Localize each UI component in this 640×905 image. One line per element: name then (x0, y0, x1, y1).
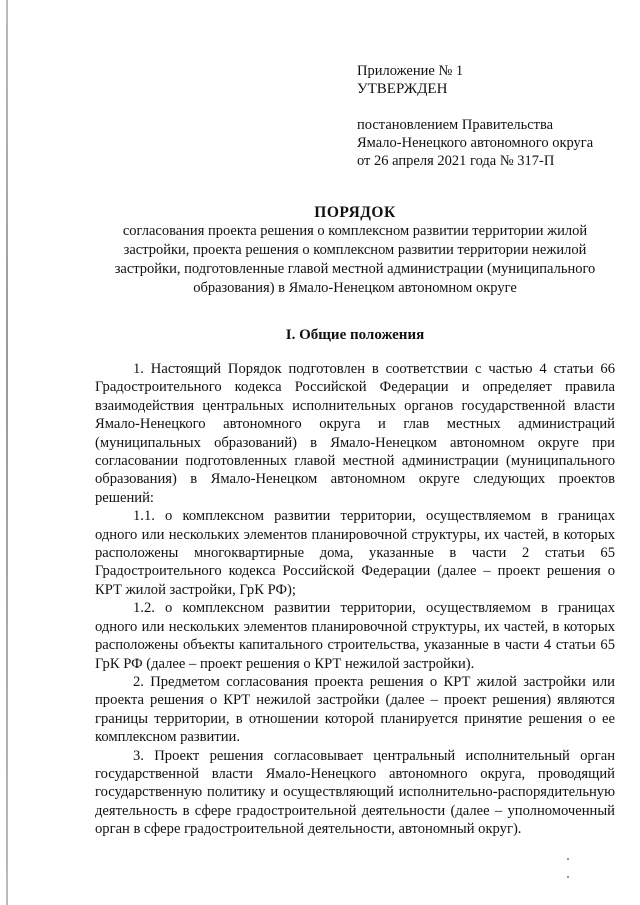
paragraph-1-2: 1.2. о комплексном развитии территории, осуществляемом в границах одного или нескольких элементов планировочной структуры, их частей, в которых расположены объекты капитального строительства, указанные в части 4 статьи 65 ГрК РФ (далее – проект решения о КРТ нежилой застройки). (95, 600, 615, 672)
scan-border-line (6, 0, 8, 905)
government-line: Ямало-Ненецкого автономного округа (357, 135, 594, 151)
approved-label: УТВЕРЖДЕН (357, 81, 448, 97)
document-body (95, 360, 615, 839)
document-title: ПОРЯДОК (314, 204, 396, 221)
resolution-date: от 26 апреля 2021 года № 317-П (357, 153, 555, 169)
approval-block (357, 62, 627, 170)
document-subtitle: согласования проекта решения о комплексном развитии территории жилой застройки, проекта решения о комплексном развитии территории нежилой застройки, подготовленные главой местной администрации (муниципального образования) в Ямало-Ненецком автономном округе (114, 223, 596, 296)
scan-speck (567, 858, 569, 860)
paragraph-1-1: 1.1. о комплексном развитии территории, осуществляемом в границах одного или нескольких элементов планировочной структуры, их частей, в которых расположены многоквартирные дома, указанные в части 2 статьи 65 Градостроительного кодекса Российской Федерации (далее – проект решения о КРТ жилой застройки, ГрК РФ); (95, 508, 615, 598)
resolution-line: постановлением Правительства (357, 117, 554, 133)
appendix-number: Приложение № 1 (357, 63, 464, 79)
section-heading: I. Общие положения (285, 327, 425, 343)
paragraph-3: 3. Проект решения согласовывает центральный исполнительный орган государственной власти Ямало-Ненецкого автономного округа, проводящий государственную политику и осуществляющий исполнительно-распорядительную деятельность в сфере градостроительной деятельности (далее – уполномоченный орган в сфере градостроительной деятельности, автономный округ). (95, 747, 615, 838)
scan-speck (567, 876, 569, 878)
paragraph-2: 2. Предметом согласования проекта решения о КРТ жилой застройки или проекта решения о КРТ нежилой застройки (далее – проект решения) являются границы территории, в отношении которой планируется принятие решения о ее комплексном развитии. (95, 673, 615, 746)
paragraph-1: 1. Настоящий Порядок подготовлен в соответствии с частью 4 статьи 66 Градостроительного кодекса Российской Федерации и определяет правила взаимодействия центральных исполнительных органов государственной власти Ямало-Ненецкого автономного округа и глав местных администраций (муниципальных образований) в Ямало-Ненецком автономном округе при согласовании подготовленных главой местной администрации (муниципального образования) в Ямало-Ненецком автономном округе следующих проектов решений: (95, 361, 615, 506)
